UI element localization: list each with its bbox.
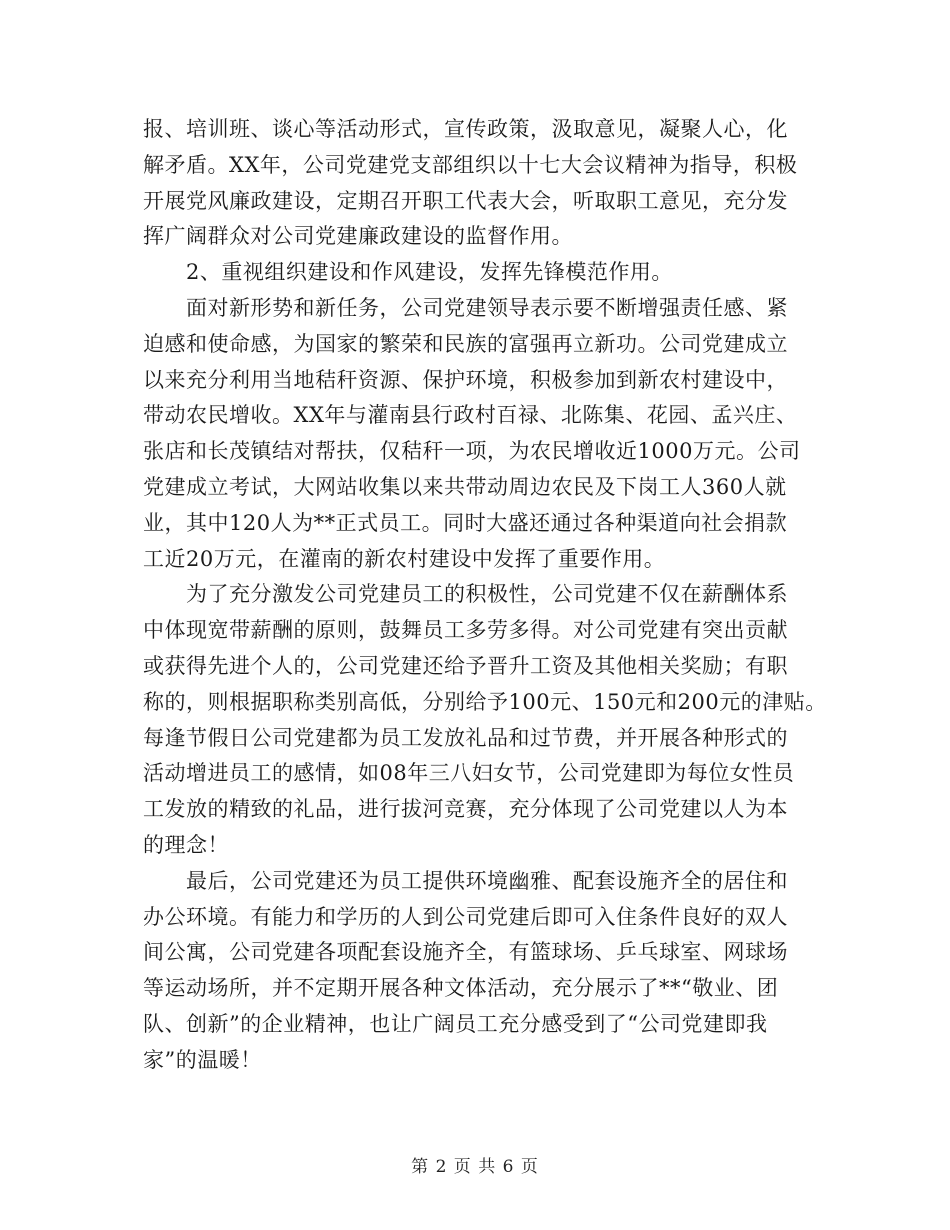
text-line: 每逢节假日公司党建都为员工发放礼品和过节费，并开展各种形式的 — [143, 725, 788, 750]
text-line: 报、培训班、谈心等活动形式，宣传政策，汲取意见，凝聚人心，化 — [143, 117, 788, 141]
text-line: 活动增进员工的感情，如08年三八妇女节，公司党建即为每位女性员 — [143, 761, 795, 786]
section-heading: 2、重视组织建设和作风建设，发挥先锋模范作用。 — [143, 260, 673, 285]
text-line: 办公环境。有能力和学历的人到公司党建后即可入住条件良好的双人 — [143, 904, 788, 929]
text-line: 挥广阔群众对公司党建廉政建设的监督作用。 — [143, 224, 573, 249]
text-line: 称的，则根据职称类别高低，分别给予100元、150元和200元的津贴。 — [143, 689, 827, 714]
text-line: 队、创新”的企业精神，也让广阔员工充分感受到了“公司党建即我 — [143, 1011, 768, 1036]
text-line: 解矛盾。XX年，公司党建党支部组织以十七大会议精神为指导，积极 — [143, 152, 798, 177]
text-line: 为了充分激发公司党建员工的积极性，公司党建不仅在薪酬体系 — [143, 582, 788, 607]
text-line: 中体现宽带薪酬的原则，鼓舞员工多劳多得。对公司党建有突出贡献 — [143, 618, 788, 643]
text-line: 张店和长茂镇结对帮扶，仅秸秆一项，为农民增收近1000万元。公司 — [143, 439, 801, 464]
text-line: 工近20万元，在灌南的新农村建设中发挥了重要作用。 — [143, 546, 666, 571]
page-number-footer: 第 2 页 共 6 页 — [411, 1157, 539, 1177]
text-line: 工发放的精致的礼品，进行拔河竞赛，充分体现了公司党建以人为本 — [143, 797, 788, 822]
text-line: 或获得先进个人的，公司党建还给予晋升工资及其他相关奖励；有职 — [143, 653, 788, 678]
body-text — [143, 112, 827, 1079]
text-line: 开展党风廉政建设，定期召开职工代表大会，听取职工意见，充分发 — [143, 188, 788, 213]
text-line: 间公寓，公司党建各项配套设施齐全，有篮球场、乒乓球室、网球场 — [143, 940, 788, 965]
text-line: 带动农民增收。XX年与灌南县行政村百禄、北陈集、花园、孟兴庄、 — [143, 403, 798, 428]
text-line: 面对新形势和新任务，公司党建领导表示要不断增强责任感、紧 — [143, 295, 788, 320]
text-line: 最后，公司党建还为员工提供环境幽雅、配套设施齐全的居住和 — [143, 868, 788, 893]
text-line: 的理念！ — [143, 832, 229, 857]
text-line: 等运动场所，并不定期开展各种文体活动，充分展示了**“敬业、团 — [143, 976, 779, 1001]
text-line: 家”的温暖！ — [143, 1047, 262, 1072]
text-line: 迫感和使命感，为国家的繁荣和民族的富强再立新功。公司党建成立 — [143, 331, 788, 356]
text-line: 以来充分利用当地秸秆资源、保护环境，积极参加到新农村建设中， — [143, 367, 788, 392]
text-line: 党建成立考试，大网站收集以来共带动周边农民及下岗工人360人就 — [143, 474, 787, 499]
text-line: 业，其中120人为**正式员工。同时大盛还通过各种渠道向社会捐款 — [143, 510, 788, 535]
